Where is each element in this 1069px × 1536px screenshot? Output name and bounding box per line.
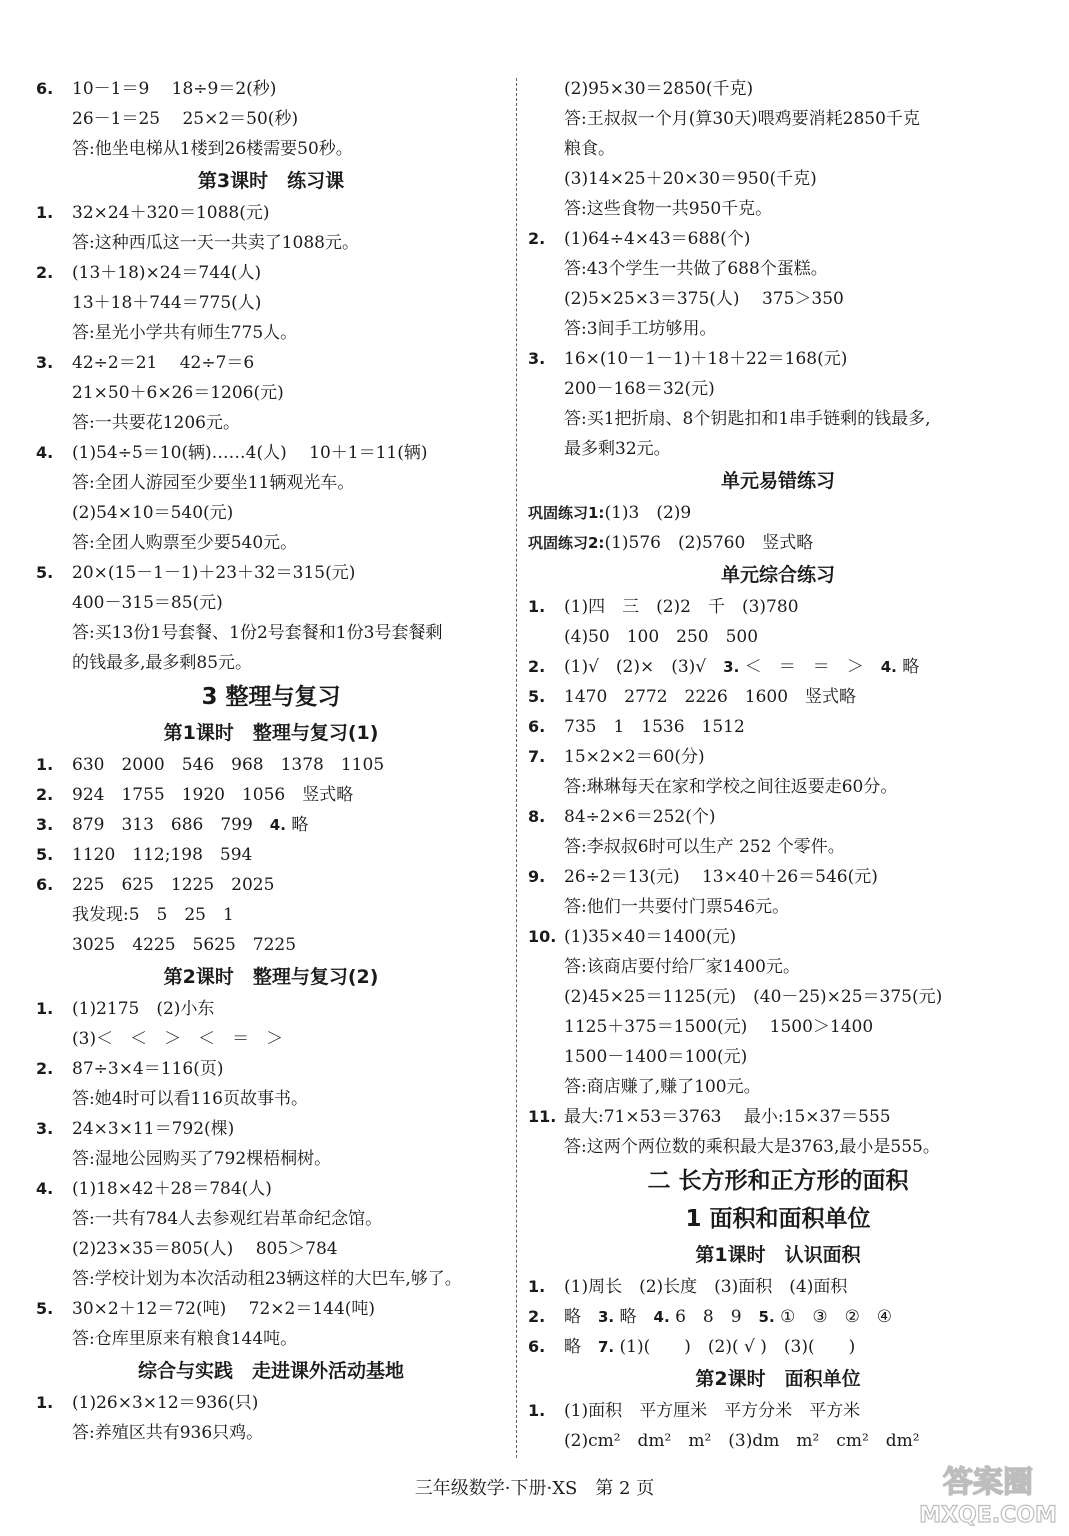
answer-line (36, 900, 506, 930)
answer-text: 答:星光小学共有师生775人。 (72, 323, 298, 343)
answer-text: 735 1 1536 1512 (564, 717, 745, 737)
question-row (36, 438, 506, 468)
answer-line (528, 374, 1028, 404)
item-label: 4. (653, 1308, 670, 1326)
answer-line (36, 618, 506, 648)
answer-text: 答:全团人游园至少要坐11辆观光车。 (72, 473, 355, 493)
question-row (528, 224, 1028, 254)
answer-text: 答:他坐电梯从1楼到26楼需要50秒。 (72, 139, 353, 159)
answer-text: ① ③ ② ④ (774, 1307, 893, 1327)
question-row (528, 1102, 1028, 1132)
answer-line (528, 254, 1028, 284)
answer-text: 24×3×11＝792(棵) (72, 1119, 235, 1139)
lesson-title: 单元综合练习 (720, 564, 835, 586)
answer-text: 答:李叔叔6时可以生产 252 个零件。 (564, 837, 845, 857)
question-number: 2. (36, 785, 54, 804)
answer-line (36, 1204, 506, 1234)
question-number: 1. (528, 1277, 546, 1296)
item-label: 巩固练习1: (528, 504, 605, 522)
answer-text: (3)＜ ＜ ＞ ＜ ＝ ＞ (72, 1029, 284, 1049)
question-row (36, 1294, 506, 1324)
answer-line (528, 134, 1028, 164)
question-row (528, 652, 1028, 682)
item-label: 3. (598, 1308, 615, 1326)
answer-line (36, 1234, 506, 1264)
answer-text: 答:这两个两位数的乘积最大是3763,最小是555。 (564, 1137, 940, 1157)
answer-line (36, 498, 506, 528)
answer-line (36, 104, 506, 134)
question-row (528, 592, 1028, 622)
answer-line (528, 772, 1028, 802)
answer-text: 答:湿地公园购买了792棵梧桐树。 (72, 1149, 332, 1169)
answer-line (36, 1264, 506, 1294)
question-number: 5. (36, 563, 54, 582)
exercise-row (528, 498, 1028, 528)
question-row (528, 712, 1028, 742)
answer-text: 略 (285, 815, 309, 835)
answer-line (36, 134, 506, 164)
answer-text: (1)四 三 (2)2 千 (3)780 (564, 597, 799, 617)
answer-text: 略 (614, 1307, 654, 1327)
answer-line (36, 1324, 506, 1354)
question-row (528, 1272, 1028, 1302)
answer-text: 答:3间手工坊够用。 (564, 319, 717, 339)
answer-line (36, 930, 506, 960)
answer-line (36, 1084, 506, 1114)
lesson-title: 第2课时 面积单位 (695, 1368, 861, 1390)
question-number: 5. (36, 845, 54, 864)
question-number: 9. (528, 867, 546, 886)
answer-text: ＜ ＝ ＝ ＞ (739, 657, 881, 677)
answer-text: 84÷2×6＝252(个) (564, 807, 716, 827)
answer-line (528, 832, 1028, 862)
question-row (36, 198, 506, 228)
answer-text: 答:这种西瓜这一天一共卖了1088元。 (72, 233, 359, 253)
answer-line (36, 1144, 506, 1174)
question-row (528, 802, 1028, 832)
answer-text: 26÷2＝13(元) 13×40＋26＝546(元) (564, 867, 878, 887)
answer-line (36, 228, 506, 258)
question-row (528, 862, 1028, 892)
answer-text: (2)95×30＝2850(千克) (564, 79, 754, 99)
item-label: 5. (758, 1308, 775, 1326)
page-footer: 三年级数学·下册·XS 第 2 页 (414, 1478, 655, 1499)
answer-text: 略 (896, 657, 920, 677)
question-number: 1. (528, 597, 546, 616)
answer-text: 最大:71×53＝3763 最小:15×37＝555 (564, 1107, 891, 1127)
question-number: 6. (36, 79, 54, 98)
question-row (528, 1396, 1028, 1426)
answer-line (36, 1418, 506, 1448)
answer-text: 答:仓库里原来有粮食144吨。 (72, 1329, 298, 1349)
answer-text: 20×(15－1－1)＋23＋32＝315(元) (72, 563, 356, 583)
answer-text: 32×24＋320＝1088(元) (72, 203, 270, 223)
answer-text: 略 (564, 1337, 598, 1357)
watermark-line1: 答案圈 (943, 1465, 1033, 1500)
answer-line (36, 378, 506, 408)
answer-text: 26－1＝25 25×2＝50(秒) (72, 109, 299, 129)
answer-text: 答:43个学生一共做了688个蛋糕。 (564, 259, 828, 279)
question-row (36, 1114, 506, 1144)
answer-text: 答:他们一共要付门票546元。 (564, 897, 790, 917)
answer-text: (1)面积 平方厘米 平方分米 平方米 (564, 1401, 861, 1421)
answer-text: 1500－1400＝100(元) (564, 1047, 748, 1067)
item-label: 7. (598, 1338, 615, 1356)
question-row (36, 74, 506, 104)
answer-line (528, 1072, 1028, 1102)
question-number: 8. (528, 807, 546, 826)
lesson-title: 第3课时 练习课 (197, 170, 345, 192)
answer-text: 答:学校计划为本次活动租23辆这样的大巴车,够了。 (72, 1269, 462, 1289)
answer-text: (1)周长 (2)长度 (3)面积 (4)面积 (564, 1277, 848, 1297)
lesson-title: 第1课时 认识面积 (695, 1244, 861, 1266)
answer-text: (1)35×40＝1400(元) (564, 927, 737, 947)
answer-text: (4)50 100 250 500 (564, 627, 759, 647)
answer-text: 答:她4时可以看116页故事书。 (72, 1089, 308, 1109)
answer-text: 21×50＋6×26＝1206(元) (72, 383, 284, 403)
answer-text: (1)18×42＋28＝784(人) (72, 1179, 272, 1199)
answer-text: 400－315＝85(元) (72, 593, 223, 613)
question-row (36, 258, 506, 288)
answer-line (528, 892, 1028, 922)
answer-text: 87÷3×4＝116(页) (72, 1059, 224, 1079)
answer-text: 略 (564, 1307, 598, 1327)
question-row (528, 1302, 1028, 1332)
answer-line (528, 1012, 1028, 1042)
answer-line (528, 952, 1028, 982)
answer-text: 我发现:5 5 25 1 (72, 905, 234, 925)
answer-text: 答:王叔叔一个月(算30天)喂鸡要消耗2850千克 (564, 109, 920, 129)
answer-line (528, 164, 1028, 194)
answer-text: 630 2000 546 968 1378 1105 (72, 755, 385, 775)
question-number: 2. (36, 263, 54, 282)
question-number: 3. (36, 815, 54, 834)
watermark-line2: MXQE.COM (919, 1503, 1057, 1528)
question-number: 5. (528, 687, 546, 706)
answer-text: 13＋18＋744＝775(人) (72, 293, 262, 313)
answer-text: 30×2＋12＝72(吨) 72×2＝144(吨) (72, 1299, 376, 1319)
answer-line (528, 314, 1028, 344)
question-number: 6. (36, 875, 54, 894)
item-label: 4. (880, 658, 897, 676)
answer-line (36, 468, 506, 498)
answer-text: (2)45×25＝1125(元) (40－25)×25＝375(元) (564, 987, 943, 1007)
lesson-title: 第2课时 整理与复习(2) (163, 966, 379, 988)
question-row (528, 1332, 1028, 1362)
question-number: 3. (36, 1119, 54, 1138)
answer-text: 答:全团人购票至少要540元。 (72, 533, 298, 553)
answer-line (528, 284, 1028, 314)
answer-text: (1)64÷4×43＝688(个) (564, 229, 751, 249)
lesson-title: 第1课时 整理与复习(1) (163, 722, 379, 744)
answer-line (528, 434, 1028, 464)
answer-text: (2)23×35＝805(人) 805＞784 (72, 1239, 338, 1259)
column-divider (516, 78, 517, 1458)
answer-text: (1)2175 (2)小东 (72, 999, 215, 1019)
answer-line (36, 408, 506, 438)
answer-text: 答:这些食物一共950千克。 (564, 199, 773, 219)
answer-text: (1)26×3×12＝936(只) (72, 1393, 259, 1413)
question-number: 4. (36, 1179, 54, 1198)
question-number: 1. (36, 203, 54, 222)
answer-text: (1)576 (2)5760 竖式略 (604, 533, 814, 553)
question-number: 6. (528, 717, 546, 736)
answer-text: 答:琳琳每天在家和学校之间往返要走60分。 (564, 777, 898, 797)
answer-text: (3)14×25＋20×30＝950(千克) (564, 169, 817, 189)
watermark-logo (913, 1452, 1063, 1532)
question-number: 7. (528, 747, 546, 766)
answer-text: 42÷2＝21 42÷7＝6 (72, 353, 255, 373)
question-number: 2. (528, 657, 546, 676)
answer-text: (13＋18)×24＝744(人) (72, 263, 262, 283)
question-row (36, 558, 506, 588)
answer-text: 答:一共要花1206元。 (72, 413, 240, 433)
answer-text: 的钱最多,最多剩85元。 (72, 653, 253, 673)
left-column (36, 74, 506, 1448)
answer-line (528, 104, 1028, 134)
answer-text: (2)5×25×3＝375(人) 375＞350 (564, 289, 844, 309)
section-title: 3 整理与复习 (201, 684, 341, 710)
answer-text: 15×2×2＝60(分) (564, 747, 705, 767)
answer-text: 6 8 9 (669, 1307, 759, 1327)
answer-text: 879 313 686 799 (72, 815, 270, 835)
answer-line (528, 74, 1028, 104)
question-row (528, 742, 1028, 772)
answer-text: 10－1＝9 18÷9＝2(秒) (72, 79, 277, 99)
answer-line (36, 1024, 506, 1054)
question-row (36, 348, 506, 378)
question-row (36, 1174, 506, 1204)
question-number: 2. (528, 1307, 546, 1326)
answer-line (528, 194, 1028, 224)
question-number: 1. (36, 999, 54, 1018)
question-number: 1. (36, 1393, 54, 1412)
answer-text: 答:商店赚了,赚了100元。 (564, 1077, 761, 1097)
question-number: 10. (528, 927, 557, 946)
question-row (528, 922, 1028, 952)
answer-line (528, 1042, 1028, 1072)
question-number: 5. (36, 1299, 54, 1318)
question-row (36, 1054, 506, 1084)
answer-text: (1)√ (2)× (3)√ (564, 657, 724, 677)
question-number: 2. (528, 229, 546, 248)
question-number: 2. (36, 1059, 54, 1078)
answer-line (528, 404, 1028, 434)
lesson-title: 综合与实践 走进课外活动基地 (137, 1360, 404, 1382)
question-number: 3. (528, 349, 546, 368)
answer-text: 16×(10－1－1)＋18＋22＝168(元) (564, 349, 848, 369)
question-row (36, 994, 506, 1024)
question-number: 3. (36, 353, 54, 372)
question-row (36, 750, 506, 780)
question-row (36, 870, 506, 900)
answer-text: 1120 112;198 594 (72, 845, 253, 865)
question-row (528, 344, 1028, 374)
answer-line (528, 982, 1028, 1012)
answer-line (36, 588, 506, 618)
answer-line (36, 528, 506, 558)
answer-text: (1)54÷5＝10(辆)……4(人) 10＋1＝11(辆) (72, 443, 428, 463)
answer-text: 答:养殖区共有936只鸡。 (72, 1423, 264, 1443)
answer-line (36, 648, 506, 678)
answer-text: 200－168＝32(元) (564, 379, 715, 399)
answer-text: (2)cm² dm² m² (3)dm m² cm² dm² (564, 1431, 920, 1451)
answer-text: 答:买13份1号套餐、1份2号套餐和1份3号套餐剩 (72, 623, 443, 643)
answer-text: (1)3 (2)9 (604, 503, 692, 523)
answer-text: (2)54×10＝540(元) (72, 503, 234, 523)
question-row (36, 840, 506, 870)
answer-line (528, 1132, 1028, 1162)
answer-text: 225 625 1225 2025 (72, 875, 275, 895)
item-label: 巩固练习2: (528, 534, 605, 552)
question-number: 1. (528, 1401, 546, 1420)
question-row (36, 1388, 506, 1418)
item-label: 4. (269, 816, 286, 834)
answer-text: 最多剩32元。 (564, 439, 671, 459)
section-title: 二 长方形和正方形的面积 (647, 1168, 909, 1194)
question-row (528, 682, 1028, 712)
section-title: 1 面积和面积单位 (685, 1206, 871, 1232)
answer-line (36, 318, 506, 348)
question-number: 11. (528, 1107, 557, 1126)
answer-line (36, 288, 506, 318)
answer-text: 答:该商店要付给厂家1400元。 (564, 957, 800, 977)
question-number: 4. (36, 443, 54, 462)
exercise-row (528, 528, 1028, 558)
answer-text: 1125＋375＝1500(元) 1500＞1400 (564, 1017, 874, 1037)
answer-text: 924 1755 1920 1056 竖式略 (72, 785, 354, 805)
question-number: 1. (36, 755, 54, 774)
question-number: 6. (528, 1337, 546, 1356)
answer-text: 答:一共有784人去参观红岩革命纪念馆。 (72, 1209, 383, 1229)
right-column (528, 74, 1028, 1456)
answer-text: 粮食。 (564, 139, 615, 159)
answer-text: 答:买1把折扇、8个钥匙扣和1串手链剩的钱最多, (564, 409, 931, 429)
answer-text: 1470 2772 2226 1600 竖式略 (564, 687, 857, 707)
item-label: 3. (723, 658, 740, 676)
question-row (36, 810, 506, 840)
answer-text: (1)( ) (2)( √ ) (3)( ) (614, 1337, 856, 1357)
question-row (36, 780, 506, 810)
answer-text: 3025 4225 5625 7225 (72, 935, 297, 955)
answer-line (528, 622, 1028, 652)
lesson-title: 单元易错练习 (720, 470, 835, 492)
